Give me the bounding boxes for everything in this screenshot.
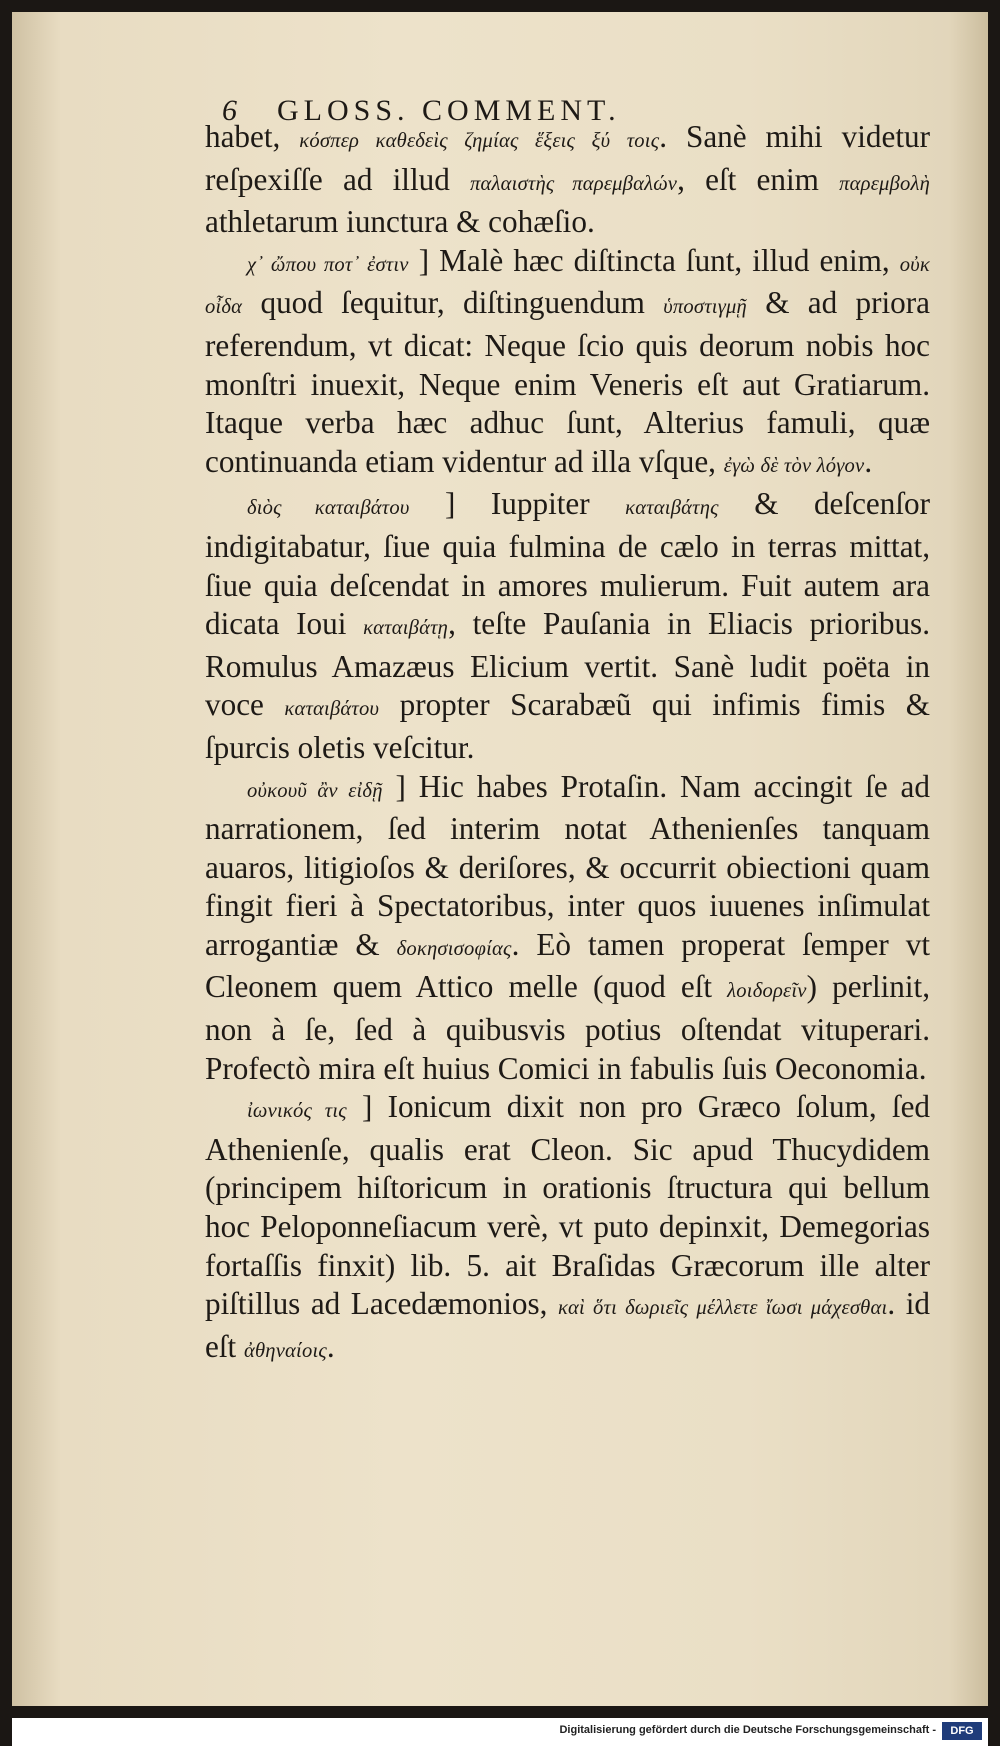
greek-term: ἰωνικός τις	[247, 1100, 347, 1123]
dfg-logo-icon: DFG	[942, 1722, 982, 1740]
commentary-paragraph	[205, 768, 930, 1089]
latin-text: & ad priora referendum, vt dicat: Neque ſcio quis deorum nobis hoc monſtri inuexit, Neque enim Veneris eſt aut Gratiarum. Itaque verba hæc adhuc ſunt, Alterius famuli, quæ continuanda etiam videntur ad illa vſque,	[205, 285, 930, 479]
latin-text: . Sanè mihi videtur reſpexiſſe ad illud	[205, 119, 930, 197]
commentary-paragraph	[205, 485, 930, 767]
latin-text: ] Ionicum dixit non pro Græco ſolum, ſed Athenienſe, qualis erat Cleon. Sic apud Thucydidem (principem hiſtoricum in orationis ſtructura qui bellum hoc Peloponneſiacum verè, vt puto depinxit, Demegorias fortaſſis finxit) lib. 5. ait Braſidas Græcorum ille alter piſtillus ad Lacedæmonios,	[205, 1089, 931, 1322]
commentary-paragraph	[205, 1088, 930, 1370]
commentary-paragraph	[205, 242, 930, 486]
greek-term: ὑποστιγμῇ	[663, 296, 747, 319]
latin-text: ] Hic habes Protaſin. Nam accingit ſe ad narrationem, ſed interim notat Athenienſes tanquam auaros, litigioſos & deriſores, & occurrit obiectioni quam fingit fieri à Spectatoribus, inter quos iuuenes inſimulat arrogantiæ &	[205, 768, 930, 962]
greek-term: διὸς καταιβάτου	[247, 497, 410, 520]
greek-term: οὐκ οἶδα	[205, 253, 930, 319]
page-number: 6	[222, 94, 237, 127]
greek-term: δοκησισοφίας	[396, 937, 512, 960]
latin-text: ] Iuppiter	[409, 486, 626, 522]
greek-term: οὐκουῦ ἂν εἰδῇ	[247, 779, 383, 802]
latin-text: , teſte Pauſania in Eliacis prioribus. Romulus Amazæus Elicium vertit. Sanè ludit poëta in voce	[205, 606, 930, 723]
funding-credit: Digitalisierung gefördert durch die Deutsche Forschungsgemeinschaft -	[559, 1724, 936, 1736]
latin-text: .	[326, 1328, 335, 1364]
running-head: GLOSS. COMMENT.	[277, 94, 621, 127]
greek-term: κόσπερ καθεδεὶς ζημίας ἕξεις ξύ τοις	[299, 130, 660, 152]
latin-text: athletarum iunctura & cohæſio.	[205, 204, 595, 240]
latin-text: . Eò tamen properat ſemper vt Cleonem quem Attico melle (quod eſt	[205, 926, 930, 1005]
greek-term: ἐγὼ δὲ τὸν λόγον	[723, 454, 865, 477]
latin-text: & deſcenſor indigitabatur, ſiue quia fulmina de cælo in terras mittat, ſiue quia deſcendat in amores mulierum. Fuit autem ara dicata Ioui	[205, 486, 930, 642]
latin-text: habet,	[205, 119, 300, 154]
greek-term: χ᾽ ὤπου ποτ᾽ ἐστιν	[247, 253, 409, 276]
latin-text: ) perlinit, non à ſe, ſed à quibusvis potius oſtendat vituperari. Profectò mira eſt huius Comici in fabulis ſuis Oeconomia.	[205, 969, 930, 1086]
commentary-paragraph	[205, 118, 930, 242]
greek-term: καταιβάτῃ	[363, 617, 449, 640]
greek-term: καὶ ὅτι δωριεῖς μέλλετε ἴωσι μάχεσθαι	[557, 1297, 888, 1320]
greek-term: ἀθηναίοις	[243, 1339, 327, 1362]
greek-term: καταιβάτου	[284, 698, 380, 721]
latin-text: .	[864, 443, 873, 479]
greek-term: καταιβάτης	[625, 497, 719, 520]
latin-text: quod ſequitur, diſtinguendum	[242, 285, 664, 321]
commentary-text	[205, 118, 930, 1370]
greek-term: λοιδορεῖν	[727, 980, 807, 1003]
latin-text: propter Scarabæũ qui infimis fimis & ſpurcis oletis veſcitur.	[205, 687, 930, 765]
greek-term: παλαιστὴς παρεμβαλών	[470, 172, 678, 195]
latin-text: , eſt enim	[677, 161, 840, 197]
latin-text: ] Malè hæc diſtincta ſunt, illud enim,	[408, 242, 900, 278]
latin-text: . id eſt	[205, 1286, 930, 1364]
footer-bar	[12, 1718, 988, 1746]
greek-term: παρεμβολὴ	[839, 172, 930, 195]
